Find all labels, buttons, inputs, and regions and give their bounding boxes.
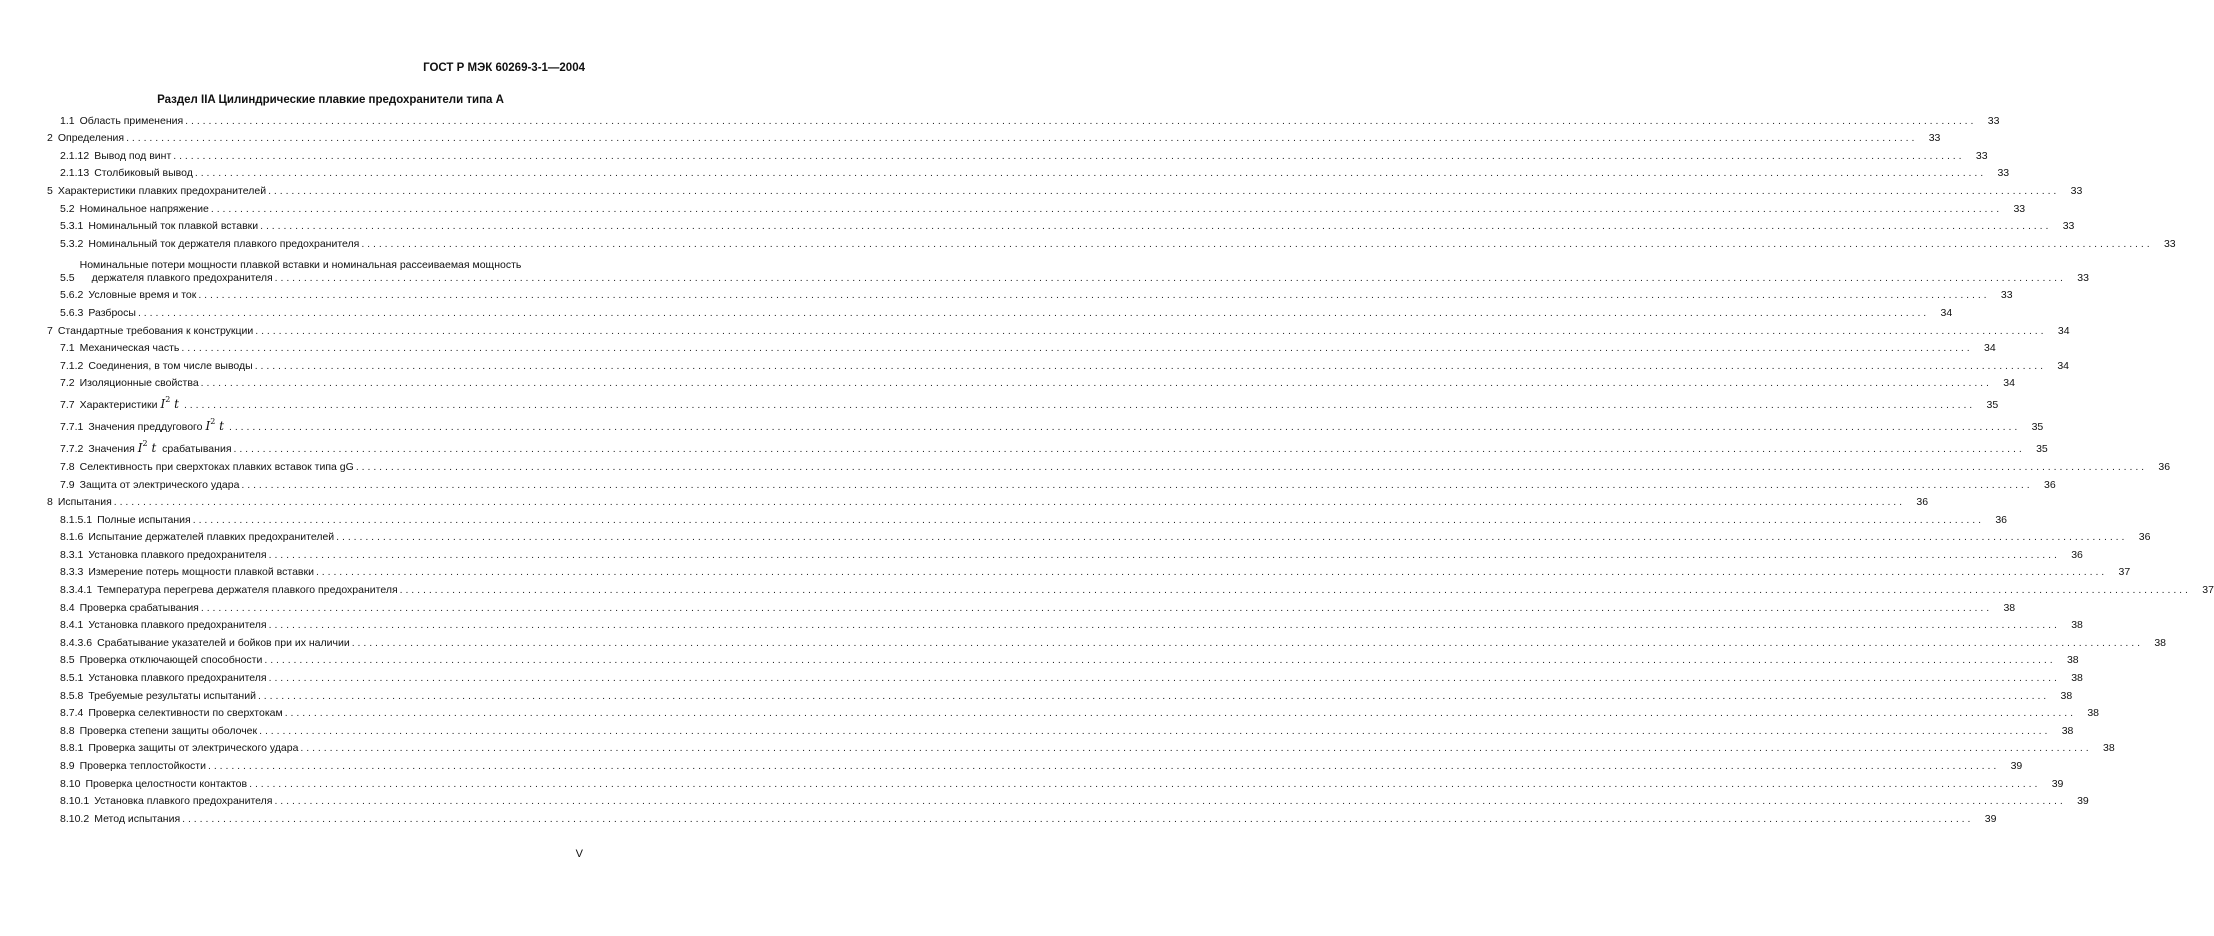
toc-entry-title: Стандартные требования к конструкции xyxy=(57,324,254,337)
dot-leader xyxy=(269,549,2057,562)
toc-entry[interactable] xyxy=(47,579,2214,597)
toc-entry-number: 8.9 xyxy=(60,760,75,772)
toc-entry-number: 2.1.12 xyxy=(60,149,90,162)
toc-entry[interactable] xyxy=(47,685,2073,703)
toc-entry-title: Температура перегрева держателя плавкого предохранителя xyxy=(97,584,398,597)
toc-entry-title: Метод испытания xyxy=(94,812,181,825)
toc-entry-page: 33 xyxy=(2062,220,2075,233)
toc-entry[interactable] xyxy=(47,562,2131,580)
toc-entry-title-continued: держателя плавкого предохранителя xyxy=(91,271,273,284)
toc-entry-title: Проверка целостности контактов xyxy=(85,777,248,790)
toc-entry-page: 33 xyxy=(1928,132,1941,145)
toc-entry-number: 8.5.8 xyxy=(60,689,84,702)
toc-entry-title: Механическая часть xyxy=(79,342,180,355)
i2t-base: I xyxy=(160,397,166,412)
toc-entry-number: 5 xyxy=(47,184,53,197)
toc-entry-number: 8.5 xyxy=(60,654,75,667)
dot-leader xyxy=(352,637,2140,650)
dot-leader xyxy=(260,220,2048,233)
toc-entry[interactable] xyxy=(47,650,2079,668)
toc-entry-number: 8.10.2 xyxy=(60,812,90,825)
toc-entry[interactable] xyxy=(47,198,2026,216)
toc-entry-page: 33 xyxy=(2070,184,2083,197)
toc-entry-title: Селективность при сверхтоках плавких вставок типа gG xyxy=(79,460,354,473)
toc-entry-title: Номинальные потери мощности плавкой вставки и номинальная рассеиваемая мощность xyxy=(79,258,522,271)
toc-entry-number: 8.4.3.6 xyxy=(60,636,93,649)
toc-entry[interactable] xyxy=(47,434,2048,456)
toc-entry-number: 5.3.1 xyxy=(60,220,84,233)
toc-entry-number: 8.5.1 xyxy=(60,672,84,685)
dot-leader xyxy=(400,584,2188,597)
toc-entry-page: 36 xyxy=(2158,460,2171,473)
toc-entry-number: 2 xyxy=(47,132,53,145)
toc-entry[interactable] xyxy=(47,180,2083,198)
toc-entry[interactable] xyxy=(47,251,2089,285)
dot-leader xyxy=(258,690,2046,703)
dot-leader xyxy=(300,742,2088,755)
toc-entry[interactable] xyxy=(47,338,1996,356)
dot-leader xyxy=(356,461,2144,474)
dot-leader xyxy=(249,778,2037,791)
toc-entry-title: Значения $I^2$ t срабатывания xyxy=(88,439,232,456)
toc-entry-number: 7.2 xyxy=(60,377,75,390)
toc-entry-page: 34 xyxy=(2057,324,2070,337)
toc-entry-number: 8.8 xyxy=(60,724,75,737)
toc-entry-page: 33 xyxy=(2000,289,2013,302)
dot-leader xyxy=(229,421,2017,434)
toc-entry-title: Защита от электрического удара xyxy=(79,478,240,491)
toc-entry-page: 38 xyxy=(2154,636,2166,649)
toc-entry-page: 34 xyxy=(1983,342,1996,355)
dot-leader xyxy=(195,167,1983,180)
toc-entry-title: Установка плавкого предохранителя xyxy=(94,795,273,808)
toc-entry-number: 5.6.3 xyxy=(60,306,84,319)
toc-entry-page: 39 xyxy=(1984,812,1997,825)
dot-leader xyxy=(269,672,2057,685)
dot-leader xyxy=(316,566,2104,579)
toc-entry[interactable] xyxy=(47,667,2083,685)
toc-entry-number: 5.5 xyxy=(60,271,75,284)
i2t-symbol xyxy=(160,395,179,412)
toc-entry-page: 34 xyxy=(2057,359,2069,372)
toc-entry-number: 8.7.4 xyxy=(60,707,84,720)
toc-entry-number: 7 xyxy=(47,324,53,337)
toc-entry-title: Соединения, в том числе выводы xyxy=(88,359,253,372)
dot-leader xyxy=(201,602,1989,615)
toc-entry-title: Определения xyxy=(57,132,125,145)
toc-entry[interactable] xyxy=(47,163,2010,181)
toc-entry[interactable] xyxy=(47,720,2074,738)
toc-entry[interactable] xyxy=(47,808,1997,826)
toc-entry-number: 8.1.6 xyxy=(60,531,84,544)
toc-entry-page: 36 xyxy=(2071,548,2083,561)
toc-entry-number: 7.1 xyxy=(60,342,75,355)
toc-entry[interactable] xyxy=(47,703,2099,721)
toc-entry-title: Характеристики $I^2$ t xyxy=(79,395,179,412)
toc-entry[interactable] xyxy=(47,285,2013,303)
toc-entry[interactable] xyxy=(47,773,2064,791)
toc-entry-number: 7.1.2 xyxy=(60,359,84,372)
toc-entry-number: 8.10.1 xyxy=(60,795,90,808)
toc-entry[interactable] xyxy=(47,373,2015,391)
toc-entry[interactable] xyxy=(47,355,2069,373)
toc-entry-number: 1.1 xyxy=(60,114,75,127)
toc-entry-page: 36 xyxy=(2044,478,2056,491)
toc-entry-page: 38 xyxy=(2071,619,2083,632)
dot-leader xyxy=(181,342,1969,355)
page-number: V xyxy=(575,848,583,860)
toc-entry-page: 37 xyxy=(2118,566,2131,579)
toc-entry[interactable] xyxy=(47,110,2000,128)
toc-entry-page: 35 xyxy=(1986,399,1999,412)
toc-entry-page: 38 xyxy=(2087,707,2099,720)
toc-entry-number: 8.3.1 xyxy=(60,548,84,561)
toc-entry-title: Полные испытания xyxy=(97,513,191,526)
toc-entry-number: 7.7 xyxy=(60,399,75,412)
toc-entry[interactable] xyxy=(47,320,2070,338)
dot-leader xyxy=(185,115,1973,128)
toc-entry-page: 38 xyxy=(2066,654,2079,667)
toc-entry-title: Разбросы xyxy=(88,306,136,319)
dot-leader xyxy=(211,203,1999,216)
dot-leader xyxy=(184,399,1972,412)
toc-entry-title: Проверка теплостойкости xyxy=(79,760,206,772)
toc-entry-page: 38 xyxy=(2003,601,2016,614)
dot-leader xyxy=(255,360,2043,373)
toc-entry[interactable] xyxy=(47,456,2171,474)
dot-leader xyxy=(259,725,2047,738)
toc-entry[interactable] xyxy=(47,390,1999,412)
toc-entry-page: 34 xyxy=(2003,377,2015,390)
toc-entry-title: Установка плавкого предохранителя xyxy=(88,548,267,561)
toc-entry-page: 33 xyxy=(2013,202,2026,215)
dot-leader xyxy=(138,307,1926,320)
dot-leader xyxy=(275,272,2063,285)
dot-leader xyxy=(264,654,2052,667)
toc-entry-title: Проверка защиты от электрического удара xyxy=(88,742,299,755)
toc-entry-title: Характеристики плавких предохранителей xyxy=(57,184,267,197)
toc-entry-page: 38 xyxy=(2071,672,2083,685)
toc-entry-title: Срабатывание указателей и бойков при их наличии xyxy=(97,636,350,649)
dot-leader xyxy=(173,150,1961,163)
document-header: ГОСТ Р МЭК 60269-3-1—2004 xyxy=(423,62,585,74)
toc-entry[interactable] xyxy=(47,755,2023,773)
toc-entry-title: Номинальный ток плавкой вставки xyxy=(88,220,259,233)
dot-leader xyxy=(208,760,1996,773)
toc-entry-title: Область применения xyxy=(79,114,184,127)
toc-entry-title: Установка плавкого предохранителя xyxy=(88,672,267,685)
toc-entry-title: Требуемые результаты испытаний xyxy=(88,689,256,702)
toc-entry-title: Установка плавкого предохранителя xyxy=(88,619,267,632)
i2t-base: I xyxy=(137,441,143,456)
toc-entry-page: 33 xyxy=(1975,149,1988,162)
toc-entry-page: 34 xyxy=(1940,306,1953,319)
dot-leader xyxy=(114,496,1902,509)
toc-entry-number: 8.3.3 xyxy=(60,566,84,579)
toc-entry-title: Испытания xyxy=(57,496,112,509)
toc-entry[interactable] xyxy=(47,412,2044,434)
i2t-sup: 2 xyxy=(142,439,148,449)
toc-entry-number: 7.7.2 xyxy=(60,443,84,456)
dot-leader xyxy=(285,707,2073,720)
dot-leader xyxy=(336,531,2124,544)
toc-entry[interactable] xyxy=(47,216,2075,234)
dot-leader xyxy=(268,185,2056,198)
toc-entry-page: 39 xyxy=(2010,760,2023,772)
i2t-var: t xyxy=(147,441,157,456)
toc-entry-number: 5.2 xyxy=(60,202,75,215)
toc-entry-title: Проверка отключающей способности xyxy=(79,654,263,667)
toc-entry[interactable] xyxy=(47,509,2008,527)
toc-entry-page: 38 xyxy=(2060,689,2073,702)
toc-entry-title: Вывод под винт xyxy=(94,149,172,162)
toc-entry-page: 36 xyxy=(1995,513,2008,526)
toc-entry-page: 33 xyxy=(1997,167,2010,180)
toc-entry-number: 5.6.2 xyxy=(60,289,84,302)
toc-entry[interactable] xyxy=(47,738,2115,756)
toc-entry-page: 38 xyxy=(2103,742,2115,755)
toc-entry[interactable] xyxy=(47,544,2083,562)
dot-leader xyxy=(361,238,2149,251)
toc-entry-number: 7.8 xyxy=(60,460,75,473)
toc-entry-title: Испытание держателей плавких предохранителей xyxy=(88,531,335,544)
toc-entry-number: 8.1.5.1 xyxy=(60,513,93,526)
toc-entry-page: 33 xyxy=(2077,271,2089,284)
toc-entry[interactable] xyxy=(47,474,2056,492)
toc-entry-title: Изоляционные свойства xyxy=(79,377,199,390)
dot-leader xyxy=(274,795,2062,808)
toc-entry-number: 7.7.1 xyxy=(60,421,84,434)
dot-leader xyxy=(198,289,1986,302)
toc-entry-title: Измерение потерь мощности плавкой вставки xyxy=(88,566,314,579)
table-of-contents xyxy=(47,110,2214,826)
dot-leader xyxy=(193,514,1981,527)
toc-entry-title: Столбиковый вывод xyxy=(94,167,193,180)
toc-entry[interactable] xyxy=(47,302,1953,320)
toc-entry-title: Номинальное напряжение xyxy=(79,202,209,215)
i2t-base: I xyxy=(205,419,211,434)
toc-entry-title: Номинальный ток держателя плавкого предохранителя xyxy=(88,237,360,250)
i2t-symbol xyxy=(137,439,157,456)
toc-entry[interactable] xyxy=(47,233,2176,251)
toc-entry-page: 33 xyxy=(2163,237,2176,250)
toc-entry-number: 8.10 xyxy=(60,777,81,790)
i2t-symbol xyxy=(205,417,224,434)
toc-entry-title: Условные время и ток xyxy=(88,289,197,302)
toc-entry-title: Проверка степени защиты оболочек xyxy=(79,724,258,737)
toc-entry-title: Значения преддугового $I^2$ t xyxy=(88,417,224,434)
toc-entry-page: 33 xyxy=(1987,114,2000,127)
toc-entry-title: Проверка селективности по сверхтокам xyxy=(88,707,283,720)
i2t-sup: 2 xyxy=(165,395,171,405)
dot-leader xyxy=(201,377,1989,390)
i2t-sup: 2 xyxy=(210,417,216,427)
toc-entry[interactable] xyxy=(47,145,1988,163)
toc-entry-number: 8.4.1 xyxy=(60,619,84,632)
toc-entry-page: 36 xyxy=(2138,531,2151,544)
i2t-var: t xyxy=(170,397,179,412)
toc-entry-page: 38 xyxy=(2061,724,2074,737)
toc-entry-page: 37 xyxy=(2202,584,2214,597)
toc-entry-number: 8.8.1 xyxy=(60,742,84,755)
toc-entry[interactable] xyxy=(47,492,1929,510)
toc-entry-page: 36 xyxy=(1916,496,1929,509)
toc-entry-number: 8.3.4.1 xyxy=(60,584,93,597)
toc-entry-page: 39 xyxy=(2077,795,2089,808)
dot-leader xyxy=(255,325,2043,338)
toc-entry[interactable] xyxy=(47,527,2151,545)
toc-entry[interactable] xyxy=(47,597,2016,615)
toc-entry-page: 39 xyxy=(2051,777,2064,790)
dot-leader xyxy=(126,132,1914,145)
dot-leader xyxy=(182,813,1970,826)
toc-entry[interactable] xyxy=(47,128,1941,146)
toc-entry[interactable] xyxy=(47,632,2166,650)
toc-entry-title: Проверка срабатывания xyxy=(79,601,199,614)
dot-leader xyxy=(241,479,2029,492)
dot-leader xyxy=(234,443,2022,456)
toc-entry-number: 2.1.13 xyxy=(60,167,90,180)
toc-entry[interactable] xyxy=(47,615,2083,633)
toc-entry-number: 5.3.2 xyxy=(60,237,84,250)
toc-entry-page: 35 xyxy=(2031,421,2044,434)
dot-leader xyxy=(269,619,2057,632)
toc-entry-number: 7.9 xyxy=(60,478,75,491)
i2t-var: t xyxy=(215,419,224,434)
section-title: Раздел IIA Цилиндрические плавкие предохранители типа А xyxy=(157,94,504,106)
toc-entry-number: 8.4 xyxy=(60,601,75,614)
toc-entry-page: 35 xyxy=(2036,443,2048,456)
toc-entry-number: 8 xyxy=(47,496,53,509)
toc-entry[interactable] xyxy=(47,791,2089,809)
